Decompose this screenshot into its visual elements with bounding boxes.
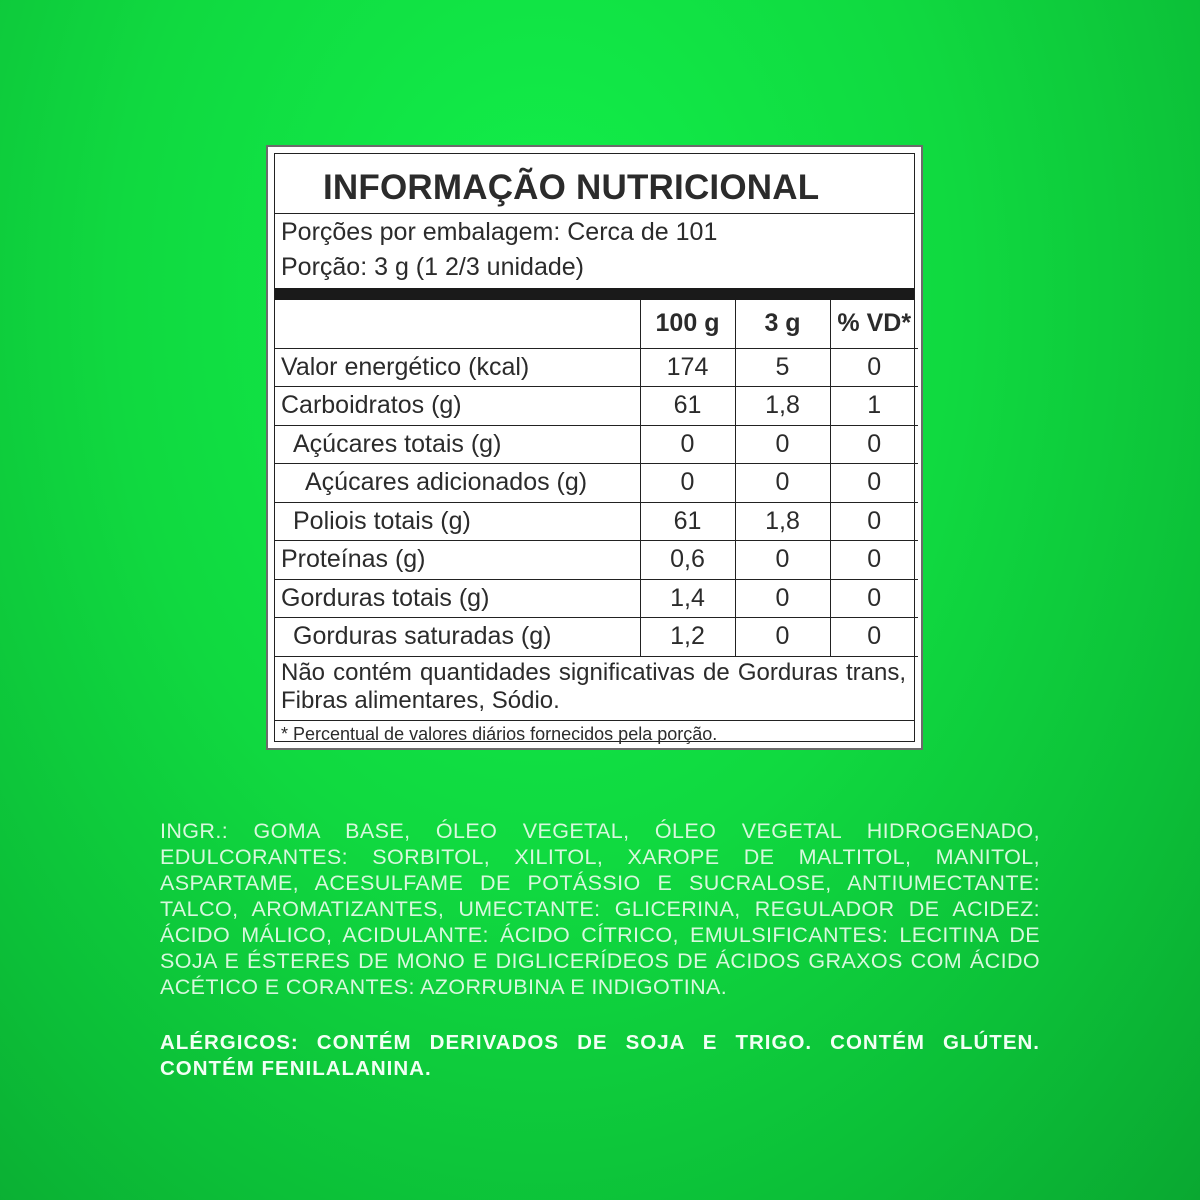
ingredients-text: INGR.: GOMA BASE, ÓLEO VEGETAL, ÓLEO VEGETAL HIDROGENADO, EDULCORANTES: SORBITOL, XILITOL, XAROPE DE MALTITOL, MANITOL, ASPARTAME, ACESULFAME DE POTÁSSIO E SUCRALOSE, ANTIUMECTANTE: TALCO, AROMATIZANTES, UMECTANTE: GLICERINA, REGULADOR DE ACIDEZ: ÁCIDO MÁLICO, ACIDULANTE: ÁCIDO CÍTRICO, EMULSIFICANTES: LECITINA DE SOJA E ÉSTERES DE MONO E DIGLICERÍDEOS DE ÁCIDOS GRAXOS COM ÁCIDO ACÉTICO E CORANTES: AZORRUBINA E INDIGOTINA.: [160, 819, 1040, 999]
value-per-100g: 174: [640, 348, 735, 387]
value-per-100g: 61: [640, 502, 735, 541]
nutrition-facts-table-frame: [274, 153, 915, 742]
value-per-100g: 0: [640, 464, 735, 503]
nutrient-row: [275, 618, 918, 657]
nutrient-row: [275, 387, 918, 426]
daily-value-percent: 0: [830, 502, 918, 541]
value-per-serving: 1,8: [735, 387, 830, 426]
nutrient-name: Açúcares totais (g): [275, 425, 640, 464]
nutrient-row: [275, 425, 918, 464]
value-per-100g: 0,6: [640, 541, 735, 580]
serving-size: Porção: 3 g (1 2/3 unidade): [281, 253, 584, 281]
allergens-text: ALÉRGICOS: CONTÉM DERIVADOS DE SOJA E TRIGO. CONTÉM GLÚTEN. CONTÉM FENILALANINA.: [160, 1031, 1040, 1080]
column-header: 3 g: [735, 300, 830, 348]
nutrient-name: Gorduras totais (g): [275, 579, 640, 618]
nutrient-name: Valor energético (kcal): [275, 348, 640, 387]
nutrient-row: [275, 348, 918, 387]
value-per-serving: 0: [735, 425, 830, 464]
nutrient-row: [275, 464, 918, 503]
nutrient-row: [275, 579, 918, 618]
value-per-serving: 0: [735, 618, 830, 657]
nutrient-name: Proteínas (g): [275, 541, 640, 580]
thick-divider: [275, 288, 914, 300]
value-per-100g: 1,4: [640, 579, 735, 618]
value-per-serving: 0: [735, 579, 830, 618]
nutrition-footnote: * Percentual de valores diários fornecidos pela porção.: [281, 724, 718, 744]
daily-value-percent: 0: [830, 348, 918, 387]
column-header: % VD*: [830, 300, 918, 348]
daily-value-percent: 0: [830, 579, 918, 618]
nutrient-name: Gorduras saturadas (g): [275, 618, 640, 657]
divider: [275, 720, 914, 721]
nutrition-header-row: [275, 300, 918, 348]
daily-value-percent: 0: [830, 464, 918, 503]
value-per-serving: 1,8: [735, 502, 830, 541]
nutrient-name: Açúcares adicionados (g): [275, 464, 640, 503]
nutrient-name: Carboidratos (g): [275, 387, 640, 426]
nutrient-name: Poliois totais (g): [275, 502, 640, 541]
nutrition-note: Não contém quantidades significativas de Gorduras trans, Fibras alimentares, Sódio.: [281, 659, 906, 714]
divider: [275, 213, 914, 214]
daily-value-percent: 0: [830, 618, 918, 657]
column-header: 100 g: [640, 300, 735, 348]
value-per-100g: 61: [640, 387, 735, 426]
value-per-100g: 1,2: [640, 618, 735, 657]
daily-value-percent: 0: [830, 425, 918, 464]
nutrition-title: INFORMAÇÃO NUTRICIONAL: [323, 168, 820, 207]
nutrient-row: [275, 502, 918, 541]
nutrition-facts-panel: [266, 145, 923, 750]
daily-value-percent: 0: [830, 541, 918, 580]
value-per-serving: 0: [735, 464, 830, 503]
nutrition-table: [275, 300, 918, 657]
value-per-serving: 0: [735, 541, 830, 580]
value-per-100g: 0: [640, 425, 735, 464]
nutrient-row: [275, 541, 918, 580]
servings-per-package: Porções por embalagem: Cerca de 101: [281, 218, 718, 246]
daily-value-percent: 1: [830, 387, 918, 426]
column-header: [275, 300, 640, 348]
value-per-serving: 5: [735, 348, 830, 387]
